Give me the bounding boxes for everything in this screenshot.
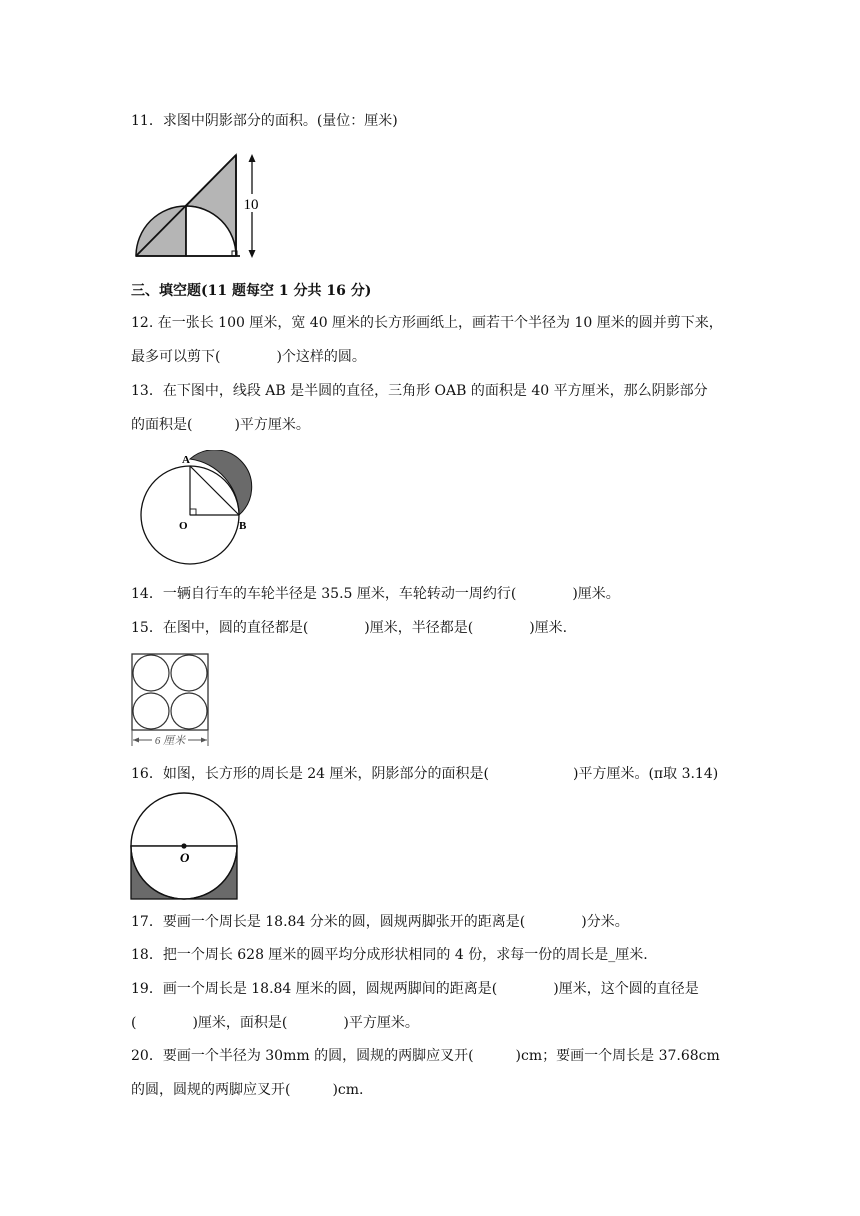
q19-line2: ( )厘米，面积是( )平方厘米。 (131, 1015, 419, 1031)
q15-text: 15．在图中，圆的直径都是( )厘米，半径都是( )厘米. (131, 620, 568, 636)
section3-heading: 三、填空题(11 题每空 1 分共 16 分) (131, 283, 372, 299)
q12-line1: 12. 在一张长 100 厘米，宽 40 厘米的长方形画纸上，画若干个半径为 10 厘米的圆并剪下来， (131, 315, 723, 331)
q13-shade (190, 450, 252, 515)
q19-line1: 19．画一个周长是 18.84 厘米的圆，圆规两脚间的距离是( )厘米，这个圆的直径是 (131, 981, 699, 997)
q13-label-a: A (182, 454, 190, 466)
q13-line1: 13．在下图中，线段 AB 是半圆的直径，三角形 OAB 的面积是 40 平方厘米，那么阴影部分 (131, 383, 708, 399)
q13-line2: 的面积是( )平方厘米。 (131, 417, 310, 433)
q15-figure (130, 652, 212, 748)
q11-figure (130, 150, 270, 262)
q14-text: 14．一辆自行车的车轮半径是 35.5 厘米，车轮转动一周约行( )厘米。 (131, 586, 620, 602)
q16-figure (128, 792, 240, 902)
q20-line1: 20．要画一个半径为 30mm 的圆，圆规的两脚应叉开( )cm；要画一个周长是 37.68cm (131, 1048, 720, 1064)
q13-label-b: B (239, 520, 247, 532)
q13-figure (138, 450, 258, 570)
q20-line2: 的圆，圆规的两脚应叉开( )cm. (131, 1082, 364, 1098)
q16-center-label: O (180, 850, 190, 865)
q11-text: 11．求图中阴影部分的面积。(量位：厘米) (131, 113, 398, 129)
q12-line2: 最多可以剪下( )个这样的圆。 (131, 349, 366, 365)
q16-text: 16．如图，长方形的周长是 24 厘米，阴影部分的面积是( )平方厘米。(π取 3.14) (131, 766, 719, 782)
q11-dimension-label: 10 (243, 197, 259, 213)
q13-label-o: O (179, 520, 188, 532)
q17-text: 17．要画一个周长是 18.84 分米的圆，圆规两脚张开的距离是( )分米。 (131, 914, 629, 930)
q15-dimension-label: 6 厘米 (154, 735, 186, 747)
q18-text: 18．把一个周长 628 厘米的圆平均分成形状相同的 4 份，求每一份的周长是_厘米. (131, 947, 648, 963)
